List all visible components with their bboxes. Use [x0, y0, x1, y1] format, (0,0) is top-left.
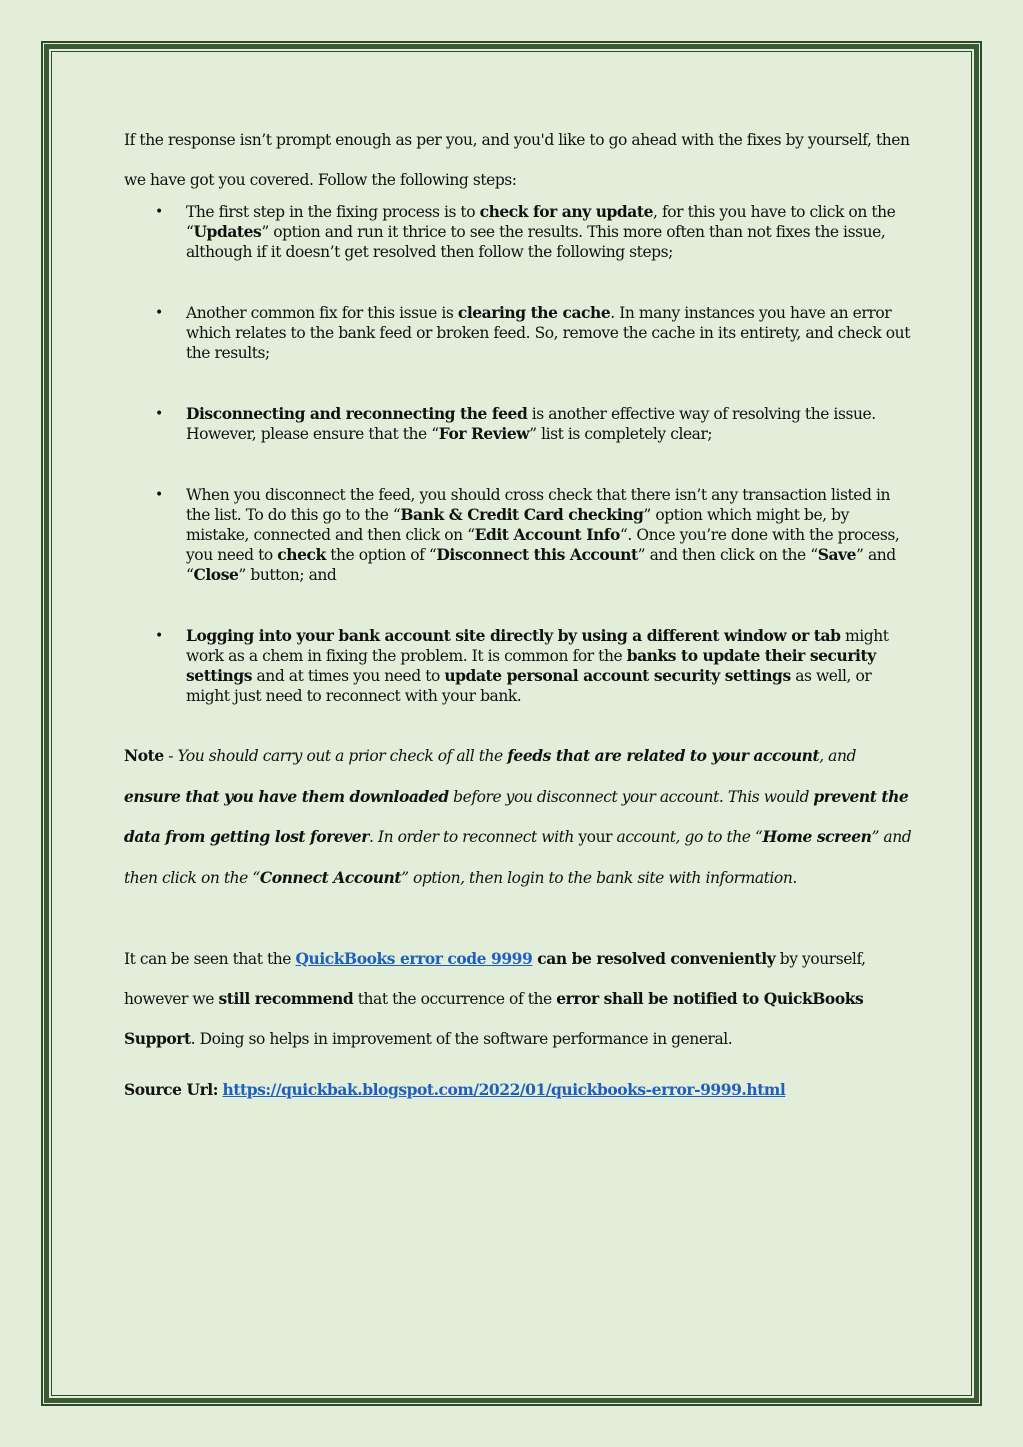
bullet-icon: • — [155, 628, 163, 644]
source-line — [124, 1075, 914, 1105]
source-url-link[interactable]: https://quickbak.blogspot.com/2022/01/quickbooks-error-9999.html — [222, 1079, 786, 1099]
note-paragraph: Note - You should carry out a prior check of all the feeds that are related to your account, and ensure that you have them downloaded before you disconnect your account. This would prevent the data from getting lost forever. In order to reconnect with your account, go to the “Home screen” and then click on the “Connect Account” option, then login to the bank site with information. — [124, 746, 912, 887]
bullet-icon: • — [155, 406, 163, 422]
document-body — [124, 120, 914, 1120]
quickbooks-error-link[interactable]: QuickBooks error code 9999 — [295, 949, 533, 968]
list-item: • The first step in the fixing process is to check for any update, for this you have to click on the “Updates” option and run it thrice to see the results. This more often than not fixes the issue, although if it doesn’t get resolved then follow the following steps; — [155, 202, 896, 261]
intro-paragraph: If the response isn’t prompt enough as per you, and you'd like to go ahead with the fixes by yourself, then we have got you covered. Follow the following steps: — [124, 131, 910, 189]
bullet-icon: • — [155, 487, 163, 503]
list-item: • Logging into your bank account site directly by using a different window or tab might work as a chem in fixing the problem. It is common for the banks to update their security settings and at times you need to update personal account security settings as well, or might just need to reconnect with your bank. — [155, 626, 889, 705]
bullet-icon: • — [155, 204, 163, 220]
list-item: • Disconnecting and reconnecting the feed is another effective way of resolving the issue. However, please ensure that the “For Review” list is completely clear; — [155, 404, 876, 443]
bullet-icon: • — [155, 305, 163, 321]
closing-paragraph: It can be seen that the QuickBooks error code 9999 can be resolved conveniently by yourself, however we still recommend that the occurrence of the error shall be notified to QuickBooks Support. Doing so helps in improvement of the software performance in general. — [124, 949, 866, 1048]
note-label: Note — [124, 746, 164, 765]
steps-list — [124, 202, 914, 706]
source-label: Source Url: — [124, 1079, 219, 1099]
list-item: • When you disconnect the feed, you should cross check that there isn’t any transaction listed in the list. To do this go to the “Bank & Credit Card checking” option which might be, by mistake, connected and then click on “Edit Account Info“. Once you’re done with the process, you need to check the option of “Disconnect this Account” and then click on the “Save” and “Close” button; and — [155, 486, 900, 584]
list-item: • Another common fix for this issue is clearing the cache. In many instances you have an error which relates to the bank feed or broken feed. So, remove the cache in its entirety, and check out the results; — [155, 303, 910, 362]
